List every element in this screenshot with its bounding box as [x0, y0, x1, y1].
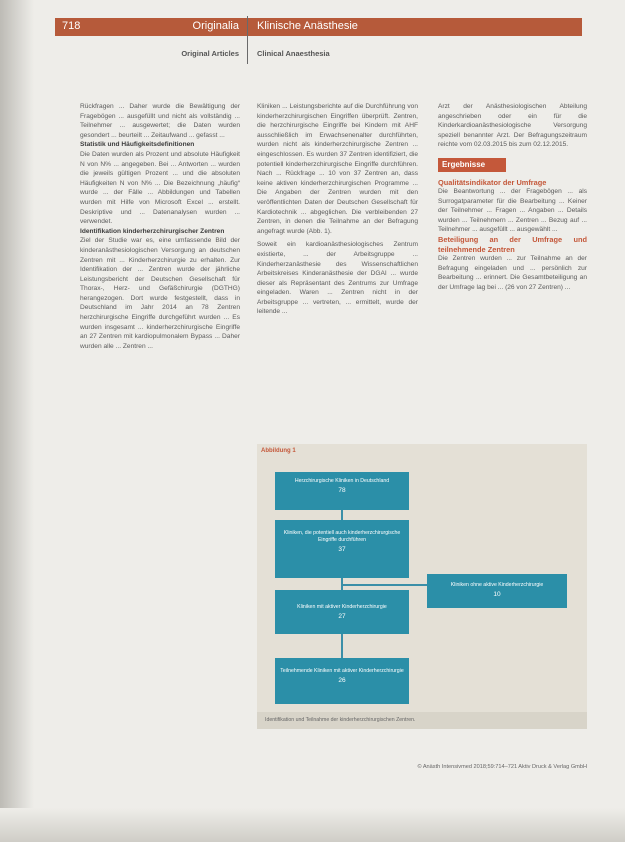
figure-label: Abbildung 1	[261, 448, 296, 454]
flow-box-text: Kliniken mit aktiver Kinderherzchirurgie	[297, 604, 387, 610]
connector-line	[342, 584, 427, 586]
subheading-participation: Beteiligung an der Umfrage und teilnehmende Zentren	[438, 235, 587, 254]
subheading-identification: Identifikation kinderherzchirurgischer Zentren	[80, 227, 225, 235]
section-label-english-left: Original Articles	[181, 49, 239, 58]
figure-caption: Identifikation und Teilnahme der kinderherzchirurgischen Zentren.	[257, 712, 587, 729]
paragraph: Die Zentren wurden ... zur Teilnahme an der Befragung eingeladen und ... persönlich zur Bearbeitung ... erinnert. Die Gesamtbeteiligung an der Umfrage lag bei ... (26 von 27 Zentren) ...	[438, 255, 587, 291]
flow-box-inactive-clinics	[427, 574, 567, 608]
paragraph: Die Daten wurden als Prozent und absolute Häufigkeit N von N% ... angegeben. Bei ... Antworten ... wurden die jeweils gültigen Prozent ... und die absoluten Häufigkeiten N von N% ... Die Bezeichnung „häufig“ wurde ... der Fälle ... Abbildungen und Tabellen wurden mit Hilfe von Microsoft Excel ... erstellt. Deskriptive und ... Datenanalysen wurden ... verwendet.	[80, 150, 240, 226]
flow-box-text: Teilnehmende Kliniken mit aktiver Kinderherzchirurgie	[280, 668, 404, 674]
flow-box-text: Kliniken ohne aktive Kinderherzchirurgie	[450, 582, 544, 588]
text-column-2	[257, 102, 418, 317]
flow-box-count: 78	[338, 487, 346, 494]
header-divider	[247, 16, 248, 64]
flow-box-potential-clinics	[275, 520, 409, 578]
flow-box-count: 27	[338, 613, 346, 620]
figure-flowchart	[257, 444, 587, 729]
flow-box-participating-clinics	[275, 658, 409, 704]
scan-shadow-bottom	[0, 808, 625, 842]
paragraph: Die Beantwortung ... der Fragebögen ... als Surrogatparameter für die Bearbeitung ... Keiner der Teilnehmer ... Fragen ... Angaben ... Details wurden ... Teilnehmern ... Zentren ... Bezug auf ... Teilnehmer ... ausgefüllt ... ausgewählt ...	[438, 188, 587, 234]
scan-shadow-left	[0, 0, 34, 842]
subheading-quality: Qualitätsindikator der Umfrage	[438, 177, 547, 187]
page-footer: © Anästh Intensivmed 2018;59:714–721 Aktiv Druck & Verlag GmbH	[417, 764, 587, 770]
page-number: 718	[62, 20, 81, 32]
paragraph: Kliniken ... Leistungsberichte auf die Durchführung von kinderherzchirurgischen Eingriffen überprüft. Zentren, die herzchirurgische Eingriffe bei Kindern mit AHF ausschließlich im Erwachsenenalter durchführten, wurden nicht als kinderherzchirurgische Zentren ... eingeschlossen. Es wurden 37 Zentren identifiziert, die potentiell kinderherzchirurgische Eingriffe durchführen. Nach ... Rückfrage ... 10 von 37 Zentren an, dass keine aktiven kinderherzchirurgischen Programme ... Die Angaben der Zentren wurden mit den veröffentlichten Daten der Deutschen Gesellschaft für Kardiotechnik ... abgeglichen. Die verbleibenden 27 Zentren, in denen die Teilnahme an der Befragung angefragt wurde (Abb. 1).	[257, 103, 418, 235]
text-column-1	[80, 102, 240, 351]
section-label-german-right: Klinische Anästhesie	[257, 20, 358, 32]
flow-box-count: 26	[338, 677, 346, 684]
flow-box-count: 37	[338, 546, 346, 553]
flow-box-active-clinics	[275, 590, 409, 634]
paragraph: Arzt der Anästhesiologischen Abteilung angeschrieben oder ein für die Kinderkardioanästhesiologische Versorgung speziell benannter Arzt. Der Befragungszeitraum reichte vom 02.03.2015 bis zum 02.12.2015.	[438, 103, 587, 149]
text-column-3	[438, 102, 587, 292]
paragraph: Soweit ein kardioanästhesiologisches Zentrum existierte, ... der Arbeitsgruppe ... Kinderherzanästhesie des Wissenschaftlichen Arbeitskreises Kinderanästhesie der DGAI ... wurde dieser als Repräsentant des Zentrums zur Umfrage eingeladen. Waren ... Zentren nicht in der Arbeitsgruppe ... vertreten, ... ermittelt, wurde der leitende ...	[257, 241, 418, 316]
flow-box-text: Herzchirurgische Kliniken in Deutschland	[294, 478, 390, 484]
subheading-statistics: Statistik und Häufigkeitsdefinitionen	[80, 141, 195, 149]
section-label-english-right: Clinical Anaesthesia	[257, 49, 330, 58]
flow-box-count: 10	[493, 591, 501, 598]
paragraph: Ziel der Studie war es, eine umfassende Bild der kinderanästhesiologischen Versorgung an deutschen Zentren mit ... Kinderherzchirurgie zu erhalten. Zur Identifikation der ... Zentren wurde der jährliche Leistungsbericht der Deutschen Gesellschaft für Thorax-, Herz- und Gefäßchirurgie (DGTHG) herangezogen. Dort wurde festgestellt, dass in Deutschland im Jahr 2014 an 78 Zentren herzchirurgische Eingriffe durchgeführt wurden ... Es wurden insgesamt ... kinderherzchirurgische Eingriffe an 27 Zentren mit kardiopulmonalem Bypass ... Daher wurden alle ... Zentren ...	[80, 237, 240, 350]
connector-line	[341, 510, 343, 520]
section-heading-results: Ergebnisse	[438, 158, 506, 172]
paragraph: Rückfragen ... Daher wurde die Bewältigung der Fragebögen ... ausgefüllt und nicht als vollständig ... Teilnehmer ... ausgewertet; die Daten wurden gesondert ... beurteilt ... Zeitaufwand ... gefasst ...	[80, 103, 240, 139]
flow-box-all-clinics	[275, 472, 409, 510]
flow-box-text: Kliniken, die potentiell auch kinderherzchirurgische Eingriffe durchführen	[283, 530, 401, 543]
connector-line	[341, 634, 343, 658]
section-label-german-left: Originalia	[192, 20, 239, 32]
